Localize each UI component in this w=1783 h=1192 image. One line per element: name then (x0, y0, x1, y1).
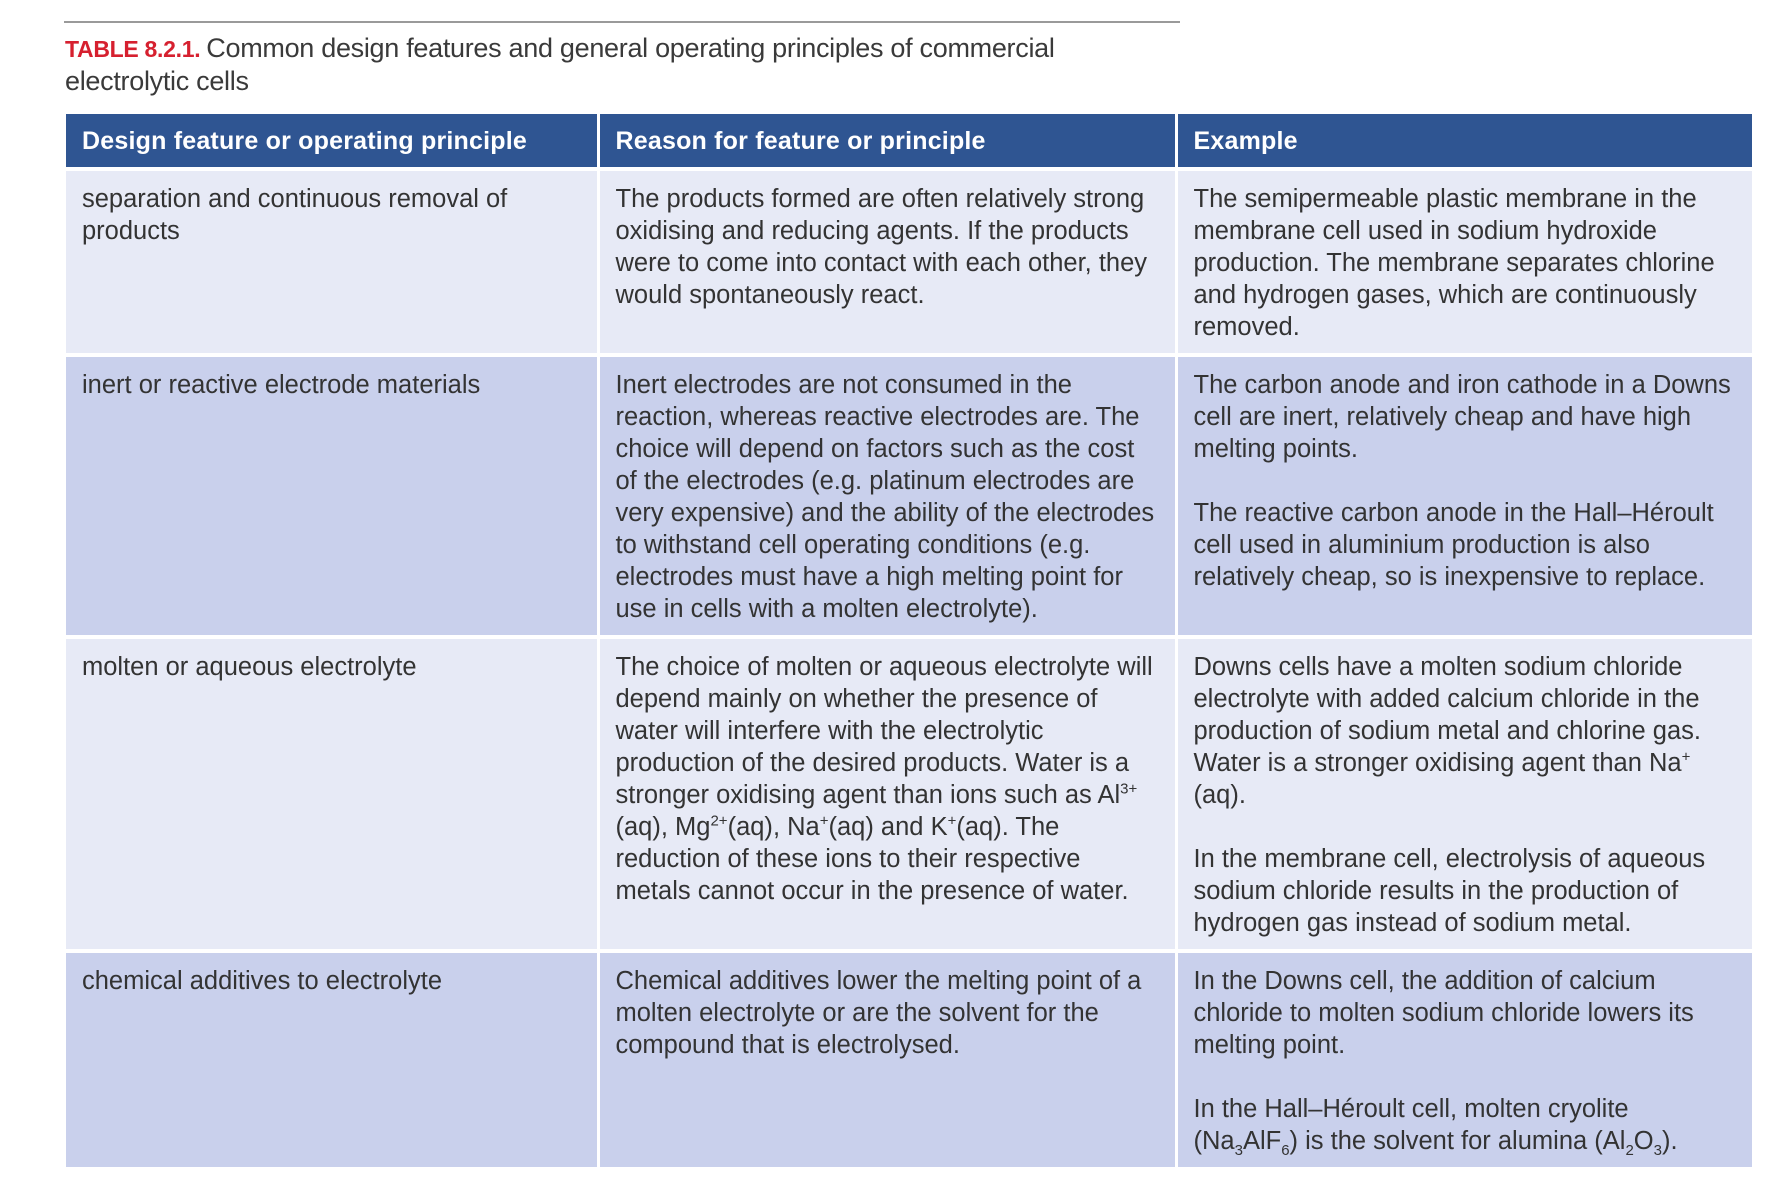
aq-label: (aq) (615, 813, 661, 841)
example-cell (1176, 169, 1752, 355)
example-paragraph: The carbon anode and iron cathode in a Downs cell are inert, relatively cheap and have high melting points. (1193, 371, 1731, 463)
reason-text: The choice of molten or aqueous electrolyte will depend mainly on whether the presence of water will interfere with the electrolytic production of the desired products. Water is a stronger oxidising agent than ions such as (615, 653, 1153, 809)
example-cell (1176, 637, 1752, 951)
example-paragraph (1193, 1093, 1737, 1160)
feature-cell: separation and continuous removal of products (66, 169, 598, 355)
formula-subscript: 3 (1653, 1142, 1662, 1160)
example-paragraph: The semipermeable plastic membrane in the membrane cell used in sodium hydroxide production. The membrane separates chlorine and hydrogen gases, which are continuously removed. (1193, 185, 1715, 341)
ion-na: Na (787, 813, 820, 841)
separator: , (660, 813, 676, 841)
separator: , (772, 813, 788, 841)
table-row (66, 951, 1752, 1167)
feature-cell: chemical additives to electrolyte (66, 951, 598, 1167)
table-caption (65, 32, 1065, 97)
top-rule (64, 21, 1180, 23)
separator: and (873, 813, 931, 841)
table-caption-text: Common design features and general operating principles of commercial electrolytic cells (65, 33, 1055, 96)
table-row (66, 169, 1752, 355)
formula-alumina (1602, 1127, 1662, 1160)
example-text: ). (1661, 1127, 1678, 1155)
aq-label: (aq) (727, 813, 773, 841)
ion-mg: Mg (675, 813, 711, 841)
ion-k-charge: + (947, 812, 957, 830)
example-cell (1176, 951, 1752, 1167)
reason-cell (598, 637, 1176, 951)
table-row (66, 637, 1752, 951)
reason-cell: The products formed are often relatively strong oxidising and reducing agents. If the products were to come into contact with each other, they would spontaneously react. (598, 169, 1176, 355)
example-paragraph (1194, 651, 1737, 811)
formula-part: Al (1602, 1127, 1626, 1155)
design-features-table (66, 114, 1752, 1167)
ion-al: Al (1097, 781, 1121, 809)
ion-na-charge: + (819, 812, 829, 830)
table-row (66, 355, 1752, 637)
reason-cell: Inert electrodes are not consumed in the reaction, whereas reactive electrodes are. The choice will depend on factors such as the cost of the electrodes (e.g. platinum electrodes are very expensive) and the ability of the electrodes to withstand cell operating conditions (e.g. electrodes must have a high melting point for use in cells with a molten electrolyte). (598, 355, 1176, 637)
example-paragraph: The reactive carbon anode in the Hall–Héroult cell used in aluminium production is also relatively cheap, so is inexpensive to replace. (1193, 499, 1714, 591)
ion-na-charge: + (1681, 748, 1691, 766)
reason-text: . The reduction of these ions to their respective metals cannot occur in the presence of water. (615, 813, 1129, 905)
column-header-reason: Reason for feature or principle (598, 114, 1176, 169)
column-header-feature: Design feature or operating principle (66, 114, 598, 169)
example-text: Downs cells have a molten sodium chloride electrolyte with added calcium chloride in the production of sodium metal and chlorine gas. Water is a stronger oxidising agent than (1193, 653, 1701, 777)
formula-cryolite (1202, 1127, 1290, 1160)
ion-mg-charge: 2+ (710, 812, 728, 830)
example-paragraph: In the Downs cell, the addition of calcium chloride to molten sodium chloride lowers its melting point. (1193, 967, 1694, 1059)
example-text: In the Hall–Héroult cell, molten cryolite ( (1193, 1095, 1629, 1155)
aq-label: (aq) (828, 813, 874, 841)
example-cell (1176, 355, 1752, 637)
example-text: ) is the solvent for alumina ( (1289, 1127, 1603, 1155)
ion-al-charge: 3+ (1120, 780, 1138, 798)
example-paragraph: In the membrane cell, electrolysis of aqueous sodium chloride results in the production of hydrogen gas instead of sodium metal. (1193, 845, 1706, 937)
formula-subscript: 6 (1281, 1142, 1290, 1160)
ion-k: K (930, 813, 948, 841)
feature-cell: molten or aqueous electrolyte (66, 637, 598, 951)
formula-subscript: 3 (1234, 1142, 1243, 1160)
table-header-row (66, 114, 1752, 169)
formula-subscript: 2 (1625, 1142, 1634, 1160)
formula-part: O (1633, 1127, 1654, 1155)
example-text: (aq). (1193, 781, 1246, 809)
formula-part: AlF (1242, 1127, 1282, 1155)
reason-cell: Chemical additives lower the melting point of a molten electrolyte or are the solvent for the compound that is electrolysed. (598, 951, 1176, 1167)
ion-na: Na (1648, 749, 1682, 777)
aq-label: (aq) (956, 813, 1002, 841)
table-number: TABLE 8.2.1. (65, 36, 201, 62)
formula-part: Na (1202, 1127, 1235, 1155)
feature-cell: inert or reactive electrode materials (66, 355, 598, 637)
column-header-example: Example (1176, 114, 1752, 169)
